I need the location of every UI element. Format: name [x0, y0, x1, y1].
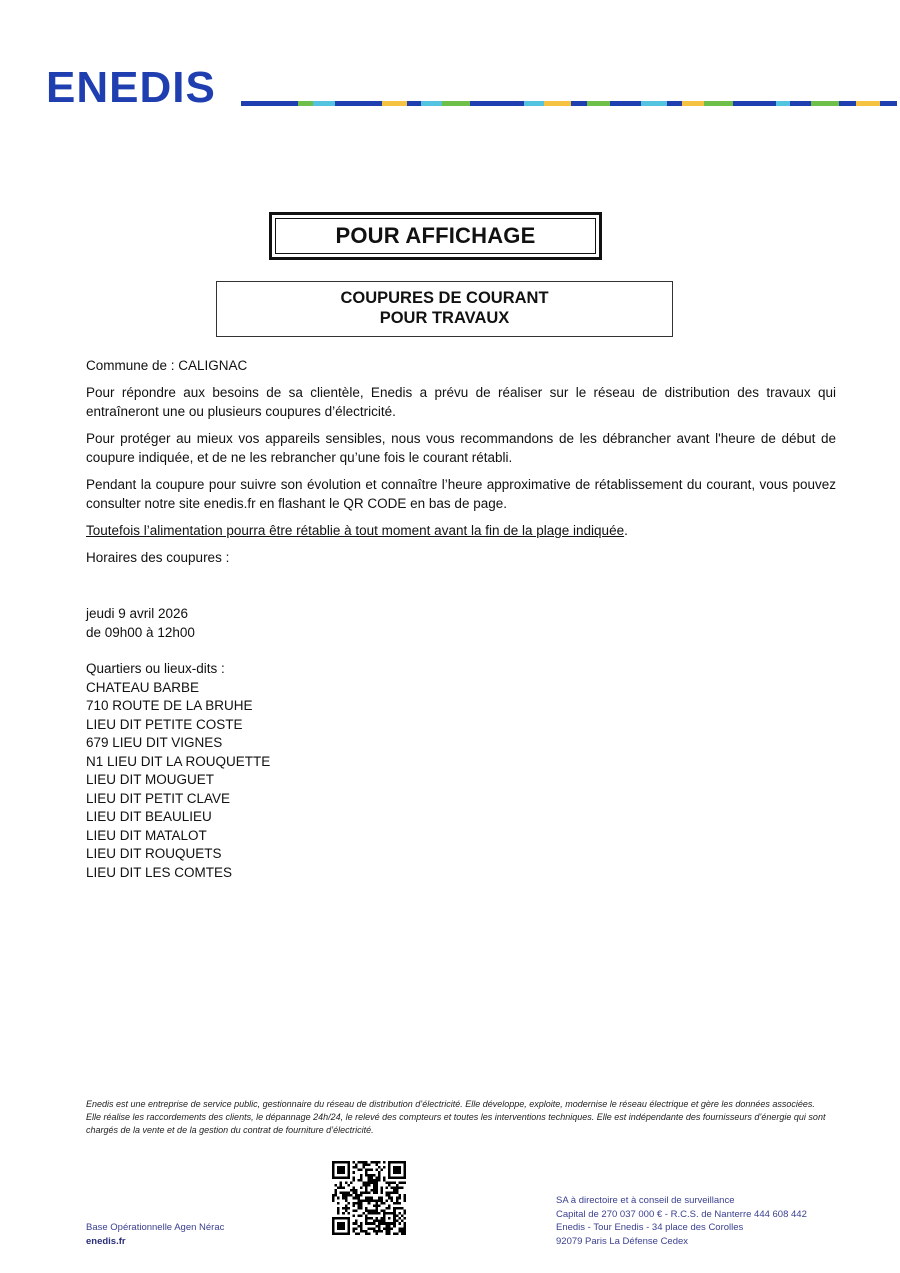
- footer-legal: [556, 1194, 807, 1248]
- stripe-segment: [587, 101, 610, 106]
- stripe-segment: [856, 101, 880, 106]
- place-item: 710 ROUTE DE LA BRUHE: [86, 698, 253, 713]
- qr-code[interactable]: [332, 1161, 406, 1235]
- stripe-segment: [407, 101, 421, 106]
- legal-line: Capital de 270 037 000 € - R.C.S. de Nanterre 444 608 442: [556, 1208, 807, 1220]
- footer-base: [86, 1221, 224, 1249]
- place-item: LIEU DIT MOUGUET: [86, 772, 215, 787]
- place-item: LIEU DIT PETITE COSTE: [86, 716, 243, 732]
- commune-line: Commune de : CALIGNAC: [86, 358, 248, 373]
- stripe-segment: [442, 101, 470, 106]
- stripe-segment: [610, 101, 622, 106]
- stripe-segment: [511, 101, 524, 106]
- stripe-segment: [776, 101, 790, 106]
- stripe-segment: [544, 101, 571, 106]
- pour-affichage-box: [269, 212, 602, 260]
- legal-line: SA à directoire et à conseil de surveillance: [556, 1195, 735, 1206]
- stripe-segment: [313, 101, 335, 106]
- schedule-block: [86, 605, 195, 642]
- stripe-segment: [272, 101, 298, 106]
- stripe-segment: [364, 101, 382, 106]
- stripe-segment: [524, 101, 544, 106]
- enedis-logo: [44, 64, 236, 108]
- places-label: Quartiers ou lieux-dits :: [86, 661, 225, 676]
- paragraph-qr-code: Pendant la coupure pour suivre son évolution et connaître l’heure approximative de rétablissement du courant, vous pouvez consulter notre site enedis.fr en flashant le QR CODE en bas de page.: [86, 477, 836, 511]
- stripe-segment: [622, 101, 641, 106]
- legal-line: Enedis - Tour Enedis - 34 place des Corolles: [556, 1222, 744, 1233]
- stripe-segment: [253, 101, 272, 106]
- coupures-title-box: [216, 281, 673, 337]
- stripe-segment: [571, 101, 587, 106]
- place-item: LIEU DIT BEAULIEU: [86, 809, 212, 824]
- stripe-segment: [298, 101, 313, 106]
- place-item: 679 LIEU DIT VIGNES: [86, 735, 223, 750]
- horaires-label: Horaires des coupures :: [86, 550, 230, 565]
- stripe-segment: [733, 101, 751, 106]
- schedule-date: jeudi 9 avril 2026: [86, 606, 189, 621]
- legal-line: 92079 Paris La Défense Cedex: [556, 1235, 689, 1247]
- stripe-segment: [704, 101, 733, 106]
- stripe-segment: [641, 101, 667, 106]
- place-item: CHATEAU BARBE: [86, 679, 200, 695]
- pour-affichage-label: POUR AFFICHAGE: [275, 218, 596, 254]
- retablissement-period: .: [624, 523, 628, 538]
- header-stripe: [241, 101, 897, 106]
- paragraph-besoins: Pour répondre aux besoins de sa clientèle, Enedis a prévu de réaliser sur le réseau de distribution des travaux qui entraîneront une ou plusieurs coupures d’électricité.: [86, 385, 836, 419]
- site-link[interactable]: [86, 1235, 224, 1249]
- stripe-segment: [421, 101, 442, 106]
- stripe-segment: [682, 101, 704, 106]
- stripe-segment: [751, 101, 776, 106]
- paragraph-retablissement: [86, 522, 836, 541]
- coupures-title-line2: POUR TRAVAUX: [379, 309, 510, 327]
- schedule-time: de 09h00 à 12h00: [86, 624, 195, 640]
- place-item: LIEU DIT LES COMTES: [86, 864, 233, 880]
- stripe-segment: [839, 101, 856, 106]
- stripe-segment: [241, 101, 253, 106]
- place-item: LIEU DIT MATALOT: [86, 827, 207, 843]
- stripe-segment: [790, 101, 811, 106]
- places-block: [86, 660, 270, 882]
- footer-disclaimer: Enedis est une entreprise de service public, gestionnaire du réseau de distribution d’électricité. Elle développe, exploite, modernise le réseau électrique et gère les données associées. Elle réalise les raccordements des clients, le dépannage 24h/24, le relevé des compteurs et toutes les interventions techniques. Elle est indépendante des fournisseurs d’énergie qui sont chargés de la vente et de la gestion du contrat de fourniture d’électricité.: [86, 1099, 826, 1135]
- place-item: N1 LIEU DIT LA ROUQUETTE: [86, 753, 271, 769]
- stripe-segment: [487, 101, 511, 106]
- logo-text: ENEDIS: [46, 64, 216, 108]
- place-item: LIEU DIT PETIT CLAVE: [86, 790, 231, 806]
- site-link-text: enedis.fr: [86, 1236, 126, 1247]
- retablissement-text: Toutefois l’alimentation pourra être rétablie à tout moment avant la fin de la plage indiquée: [86, 523, 625, 538]
- stripe-segment: [335, 101, 364, 106]
- stripe-segment: [893, 101, 897, 106]
- place-item: LIEU DIT ROUQUETS: [86, 846, 222, 861]
- stripe-segment: [382, 101, 407, 106]
- stripe-segment: [880, 101, 893, 106]
- stripe-segment: [470, 101, 487, 106]
- stripe-segment: [811, 101, 839, 106]
- base-name: Base Opérationnelle Agen Nérac: [86, 1222, 225, 1233]
- stripe-segment: [667, 101, 682, 106]
- paragraph-appareils: Pour protéger au mieux vos appareils sensibles, nous vous recommandons de les débrancher avant l'heure de début de coupure indiquée, et de ne les rebrancher qu’une fois le courant rétabli.: [86, 431, 836, 465]
- coupures-title-line1: COUPURES DE COURANT: [340, 289, 549, 307]
